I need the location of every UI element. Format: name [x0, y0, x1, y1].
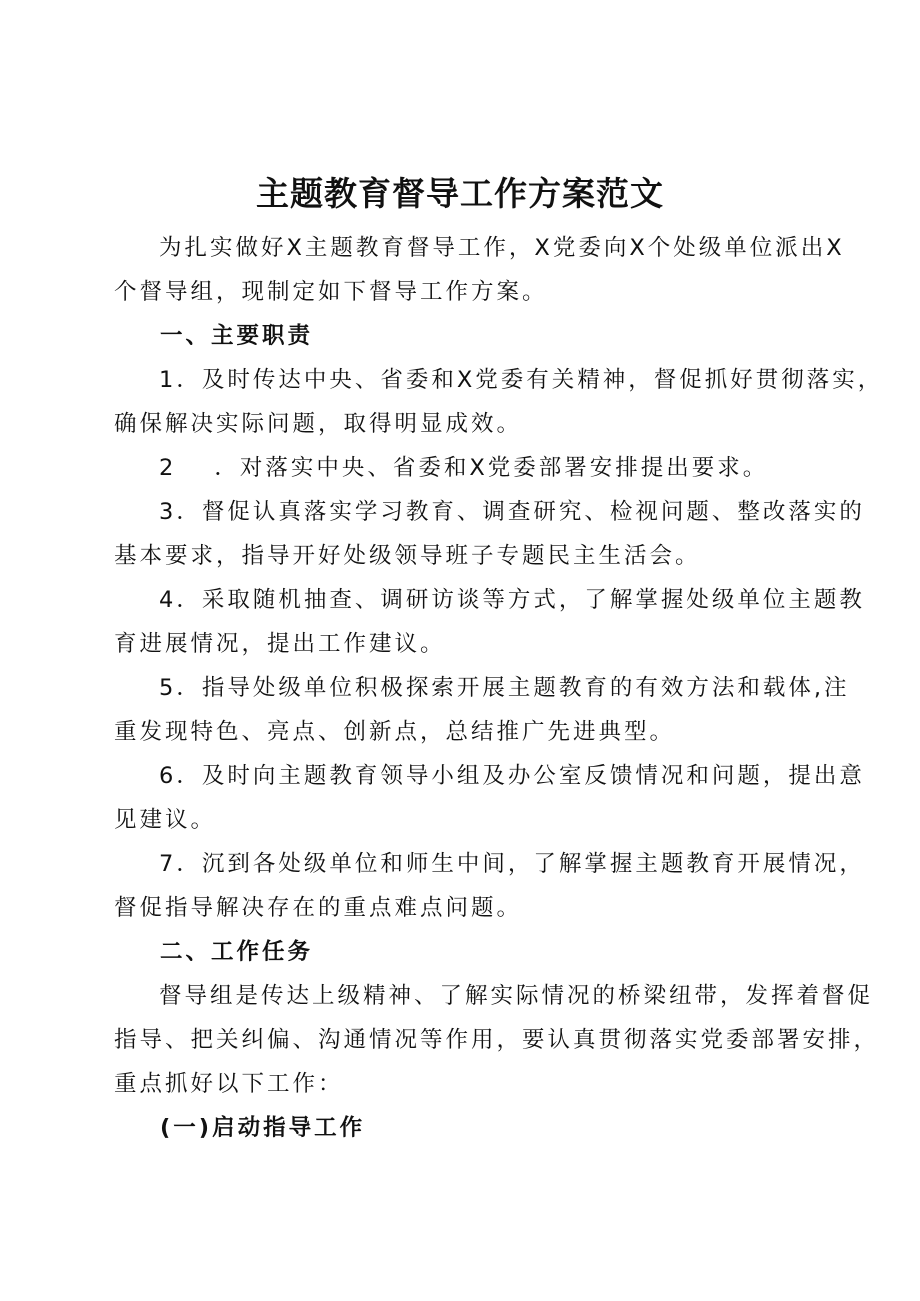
duty-item-5-line-1: 5．指导处级单位积极探索开展主题教育的有效方法和载体,注 [159, 675, 850, 701]
duty-item-7-line-1: 7．沉到各处级单位和师生中间，了解掌握主题教育开展情况， [159, 851, 865, 877]
duty-item-6 [114, 754, 865, 842]
duty-item-3-line-2: 基本要求，指导开好处级领导班子专题民主生活会。 [114, 543, 701, 569]
document-title: 主题教育督导工作方案范文 [256, 174, 664, 213]
duty-item-6-line-2: 见建议。 [114, 807, 217, 833]
intro-paragraph [114, 226, 845, 314]
duty-item-4-line-2: 育进展情况，提出工作建议。 [114, 631, 446, 657]
duty-item-5 [114, 666, 850, 754]
section-2-heading: 二、工作任务 [160, 939, 314, 965]
intro-line-1: 为扎实做好X主题教育督导工作，X党委向X个处级单位派出X [159, 235, 845, 261]
task-paragraph [114, 974, 880, 1106]
section-1-heading: 一、主要职责 [160, 323, 314, 349]
duty-item-6-line-1: 6．及时向主题教育领导小组及办公室反馈情况和问题，提出意 [159, 763, 865, 789]
duty-item-4 [114, 578, 865, 666]
duty-item-2-number: 2 [159, 455, 177, 481]
duty-item-1-line-1: 1．及时传达中央、省委和X党委有关精神，督促抓好贯彻落实， [159, 367, 884, 393]
duty-item-7-line-2: 督促指导解决存在的重点难点问题。 [114, 895, 523, 921]
task-paragraph-line-1: 督导组是传达上级精神、了解实际情况的桥梁纽带，发挥着督促 [159, 983, 874, 1009]
duty-item-7 [114, 842, 865, 930]
duty-item-5-line-2: 重发现特色、亮点、创新点，总结推广先进典型。 [114, 719, 676, 745]
duty-item-3 [114, 490, 865, 578]
subsection-heading: (一)启动指导工作 [160, 1115, 366, 1141]
duty-item-1 [114, 358, 884, 446]
duty-item-2 [114, 446, 814, 490]
duty-item-4-line-1: 4．采取随机抽查、调研访谈等方式，了解掌握处级单位主题教 [159, 587, 865, 613]
intro-line-2: 个督导组，现制定如下督导工作方案。 [114, 279, 548, 305]
duty-item-1-line-2: 确保解决实际问题，取得明显成效。 [114, 411, 523, 437]
task-paragraph-line-2: 指导、把关纠偏、沟通情况等作用，要认真贯彻落实党委部署安排， [114, 1027, 880, 1053]
task-paragraph-line-3: 重点抓好以下工作： [114, 1071, 344, 1097]
duty-item-3-line-1: 3．督促认真落实学习教育、调查研究、检视问题、整改落实的 [159, 499, 865, 525]
duty-item-2-text: ．对落实中央、省委和X党委部署安排提出要求。 [214, 455, 769, 481]
